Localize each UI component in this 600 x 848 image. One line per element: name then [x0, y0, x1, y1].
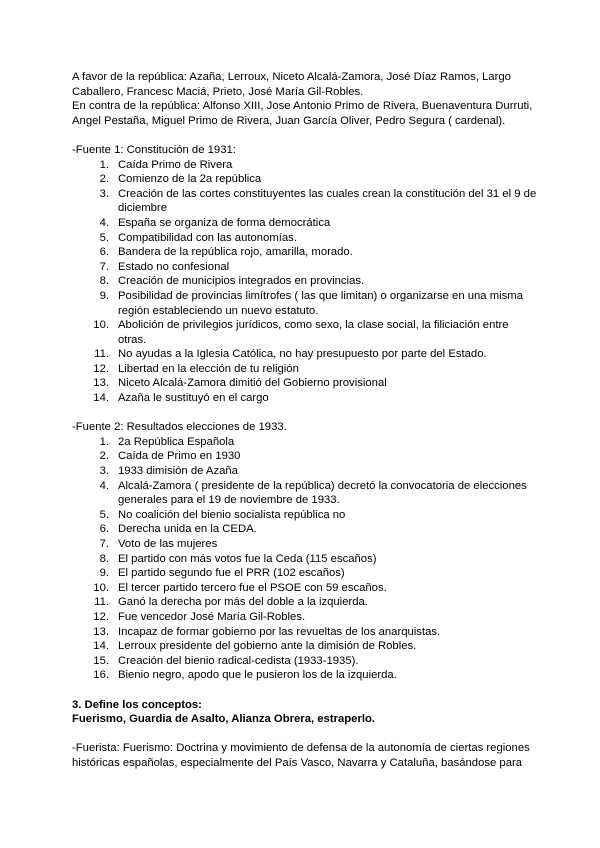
list-item: 1. Caída Primo de Rivera: [99, 158, 233, 171]
list-item: 13. Incapaz de formar gobierno por las revueltas de los anarquistas.: [93, 625, 441, 638]
list-item: 4. España se organiza de forma democrática: [99, 216, 331, 229]
list-item: 11. Ganó la derecha por más del doble a la izquierda.: [94, 596, 368, 609]
list-item: 8. El partido con más votos fue la Ceda (115 escaños): [99, 552, 377, 565]
fuerista-section: [72, 741, 538, 770]
section3-heading: [72, 698, 538, 727]
intro-section: [72, 70, 538, 128]
list-item: 13. Niceto Alcalá-Zamora dimitió del Gobierno provisional: [93, 377, 387, 390]
list-item: 5. No coalición del bienio socialista república no: [99, 508, 346, 521]
list-item: 9. El partido segundo fue el PRR (102 escaños): [99, 567, 345, 580]
list-item: 7. Voto de las mujeres: [99, 538, 218, 550]
fuente2-list: [72, 435, 538, 683]
list-item: 2. Caída de Primo en 1930: [99, 450, 241, 463]
list-item: 10. Abolición de privilegios jurídicos, como sexo, la clase social, la filiciación entre otras.: [93, 319, 509, 346]
list-item: 10. El tercer partido tercero fue el PSOE con 59 escaños.: [93, 581, 387, 594]
fuente1-section: [72, 143, 538, 406]
list-item: 14. Lerroux presidente del gobierno ante la dimisión de Robles.: [93, 640, 417, 653]
list-item: 2. Comienzo de la 2a república: [99, 173, 262, 186]
list-item: 6. Derecha unida en la CEDA.: [99, 523, 257, 536]
list-item: 4. Alcalá-Zamora ( presidente de la república) decretó la convocatoria de elecciones generales para el 19 de noviembre de 1933.: [99, 479, 527, 507]
favor-paragraph: A favor de la república: Azaña, Lerroux, Niceto Alcalá-Zamora, José Díaz Ramos, Largo Caballero, Francesc Maciá, Prieto, José María Gil-Robles.: [72, 71, 511, 98]
section3-subtitle: Fuerismo, Guardia de Asalto, Alianza Obrera, estraperlo.: [72, 713, 376, 726]
list-item: 12. Fue vencedor José María Gil-Robles.: [93, 610, 306, 623]
contra-paragraph: En contra de la república: Alfonso XIII, Jose Antonio Primo de Rivera, Buenaventura Durruti, Angel Pestaña, Miguel Primo de Rivera, Juan García Oliver, Pedro Segura ( cardenal).: [72, 100, 533, 127]
list-item: 15. Creación del bienio radical-cedista (1933-1935).: [93, 654, 359, 667]
list-item: 3. 1933 dimisión de Azaña: [99, 465, 238, 478]
list-item: 11. No ayudas a la Iglesia Católica, no hay presupuesto por parte del Estado.: [94, 348, 487, 361]
list-item: 8. Creación de municipios integrados en provincias.: [99, 275, 365, 288]
list-item: 12. Libertad en la elección de tu religión: [93, 362, 299, 375]
list-item: 5. Compatibilidad con las autonomías.: [99, 231, 297, 244]
fuente2-section: [72, 420, 538, 683]
list-item: 6. Bandera de la república rojo, amarilla, morado.: [99, 246, 353, 259]
fuente2-heading: -Fuente 2: Resultados elecciones de 1933.: [72, 421, 287, 434]
list-item: 14. Azaña le sustituyó en el cargo: [93, 392, 269, 405]
list-item: 7. Estado no confesional: [99, 260, 230, 273]
section3-title: 3. Define los conceptos:: [72, 698, 202, 711]
list-item: 16. Bienio negro, apodo que le pusieron los de la izquierda.: [93, 669, 397, 682]
list-item: 1. 2a República Española: [99, 435, 235, 448]
fuerista-paragraph: -Fuerista: Fuerismo: Doctrina y movimiento de defensa de la autonomía de ciertas regiones históricas españolas, especialmente del País Vasco, Navarra y Cataluña, basándose para: [72, 742, 530, 769]
document-page: [72, 70, 538, 771]
list-item: 9. Posibilidad de provincias limítrofes ( las que limitan) o organizarse en una misma región estableciendo un nuevo estatuto.: [99, 289, 523, 317]
list-item: 3. Creación de las cortes constituyentes las cuales crean la constitución del 31 el 9 de diciembre: [99, 187, 537, 215]
fuente1-heading: -Fuente 1: Constitución de 1931:: [72, 143, 236, 156]
fuente1-list: [72, 158, 538, 406]
